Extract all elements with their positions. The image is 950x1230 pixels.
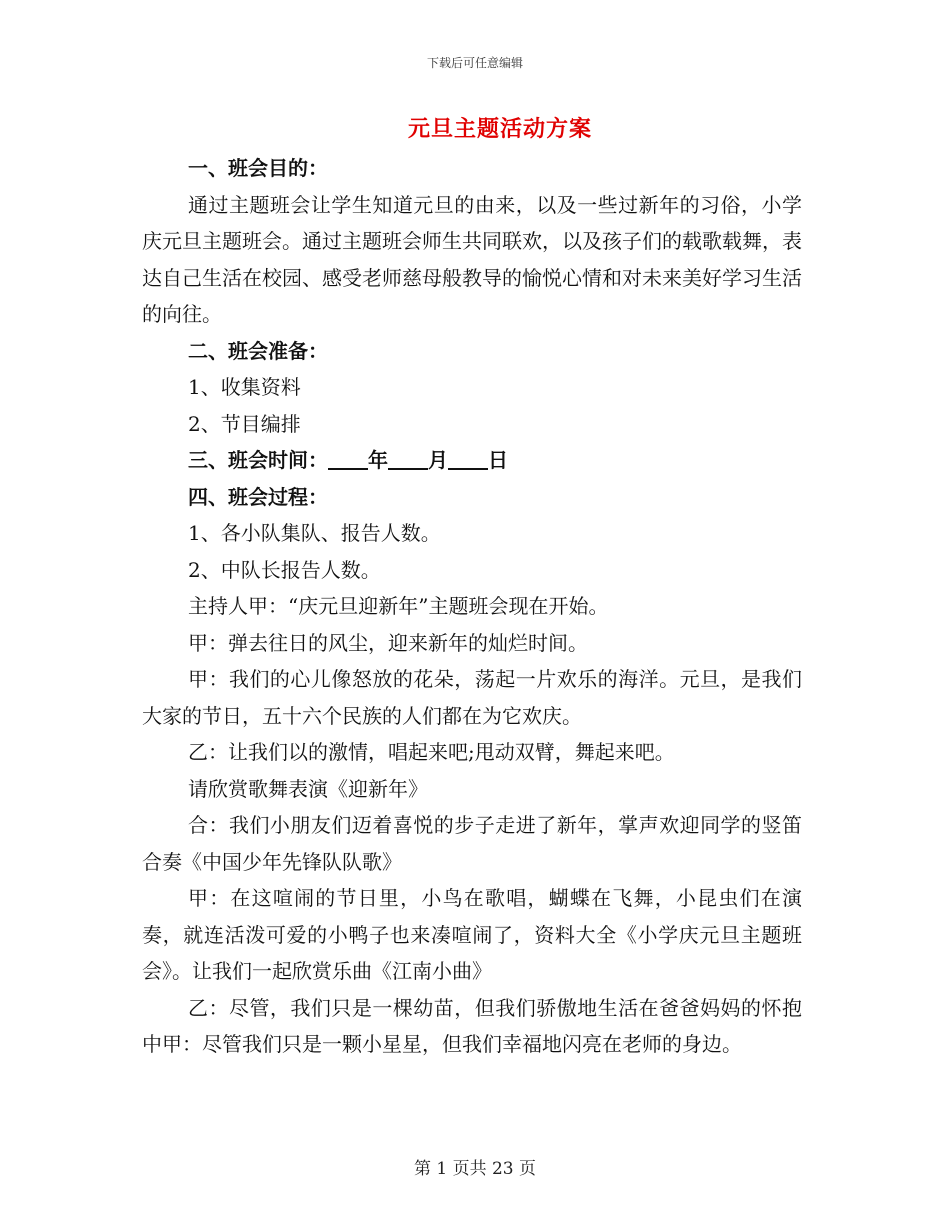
document-title: 元旦主题活动方案	[407, 116, 592, 142]
paragraph-dance: 请欣赏歌舞表演《迎新年》	[188, 776, 428, 801]
section-heading-process: 四、班会过程：	[188, 484, 328, 509]
paragraph-together: 合：我们小朋友们迈着喜悦的步子走进了新年，掌声欢迎同学的竖笛合奏《中国少年先锋队队歌》	[142, 813, 802, 874]
month-blank	[388, 446, 428, 470]
day-label: 日	[488, 448, 508, 472]
list-item-report: 2、中队长报告人数。	[188, 557, 381, 582]
list-item-assemble: 1、各小队集队、报告人数。	[188, 521, 441, 545]
header-note: 下载后可任意编辑	[426, 56, 523, 70]
year-blank	[328, 446, 368, 470]
year-label: 年	[368, 448, 388, 472]
section-heading-preparation: 二、班会准备：	[188, 338, 328, 363]
paragraph-host-open: 主持人甲：“庆元旦迎新年”主题班会现在开始。	[188, 594, 609, 618]
day-blank	[448, 446, 488, 470]
page-footer: 第 1 页共 23 页	[413, 1159, 537, 1179]
paragraph-jia-2: 甲：我们的心儿像怒放的花朵，荡起一片欢乐的海洋。元旦，是我们大家的节日，五十六个民族的人们都在为它欢庆。	[142, 667, 802, 728]
month-label: 月	[428, 448, 448, 472]
paragraph-jia-1: 甲：弹去往日的风尘，迎来新年的灿烂时间。	[188, 630, 588, 655]
list-item-collect: 1、收集资料	[188, 375, 301, 399]
paragraph-purpose: 通过主题班会让学生知道元旦的由来，以及一些过新年的习俗，小学庆元旦主题班会。通过主题班会师生共同联欢，以及孩子们的载歌载舞，表达自己生活在校园、感受老师慈母般教导的愉悦心情和对未来美好学习生活的向往。	[142, 192, 802, 326]
paragraph-jia-3: 甲：在这喧闹的节日里，小鸟在歌唱，蝴蝶在飞舞，小昆虫们在演奏，就连活泼可爱的小鸭子也来凑喧闹了，资料大全《小学庆元旦主题班会》。让我们一起欣赏乐曲《江南小曲》	[142, 886, 802, 983]
paragraph-yi-2: 乙：尽管，我们只是一棵幼苗，但我们骄傲地生活在爸爸妈妈的怀抱中甲：尽管我们只是一颗小星星，但我们幸福地闪亮在老师的身边。	[142, 995, 802, 1056]
paragraph-yi-1: 乙：让我们以的激情，唱起来吧;甩动双臂，舞起来吧。	[188, 740, 675, 764]
section-heading-purpose: 一、班会目的：	[188, 156, 328, 180]
document-body	[142, 150, 802, 1063]
time-label: 三、班会时间：	[188, 448, 328, 472]
section-heading-time	[142, 442, 802, 479]
list-item-program: 2、节目编排	[188, 411, 301, 436]
